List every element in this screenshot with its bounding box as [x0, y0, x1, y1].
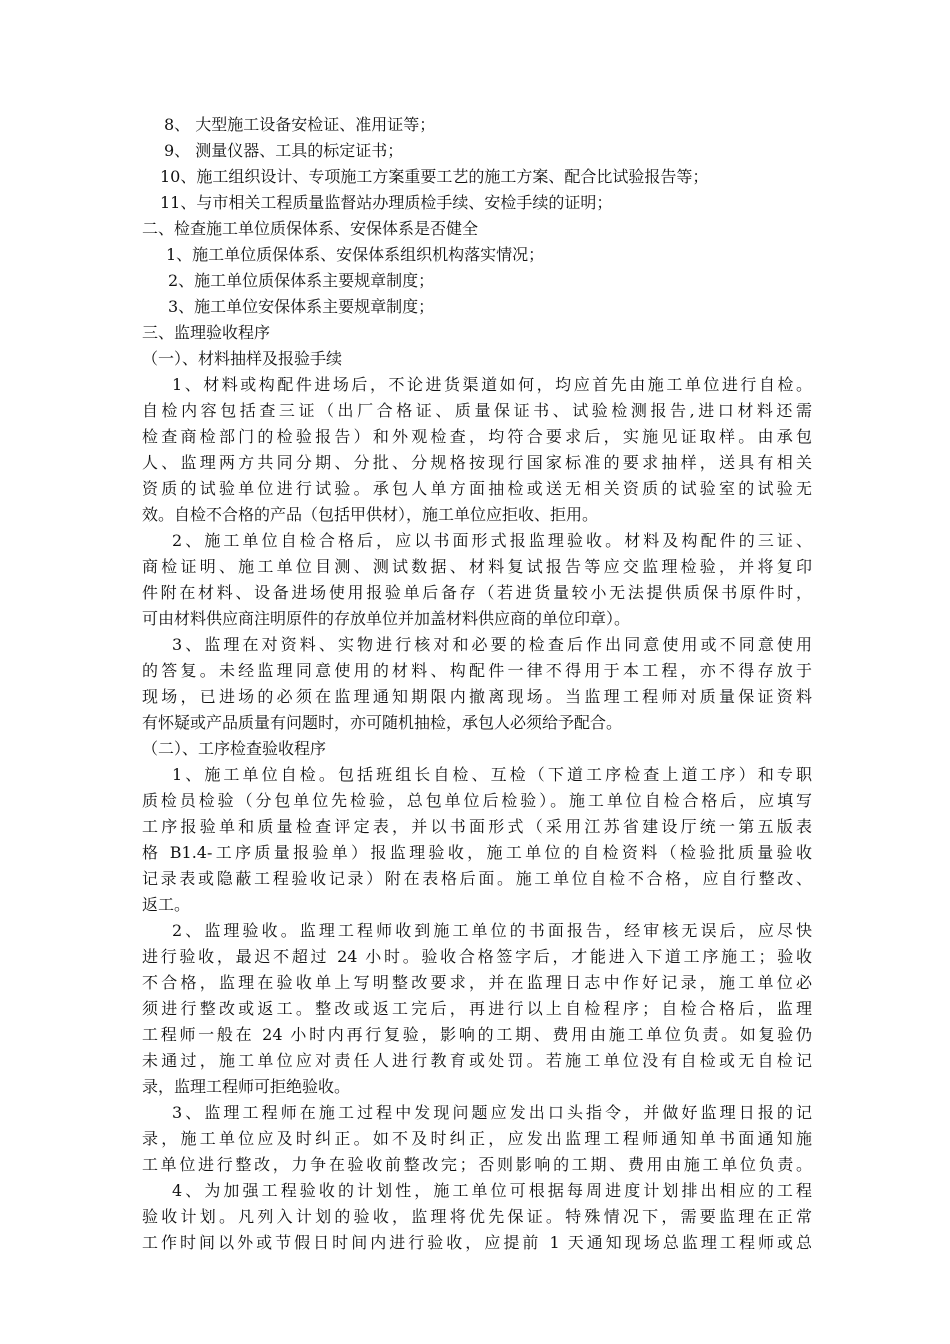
- text-line: 有怀疑或产品质量有问题时，亦可随机抽检，承包人必须给予配合。: [142, 713, 623, 732]
- text-line: 4、为加强工程验收的计划性，施工单位可根据每周进度计划排出相应的工程: [172, 1181, 812, 1200]
- text-line: 验收计划。凡列入计划的验收，监理将优先保证。特殊情况下，需要监理在正常: [142, 1207, 812, 1226]
- text-line: 资质的试验单位进行试验。承包人单方面抽检或送无相关资质的试验室的试验无: [142, 479, 812, 498]
- text-line: 1、施工单位自检。包括班组长自检、互检（下道工序检查上道工序）和专职: [172, 765, 812, 784]
- text-line: 须进行整改或返工。整改或返工完后，再进行以上自检程序；自检合格后，监理: [142, 999, 812, 1018]
- text-line: 质检员检验（分包单位先检验，总包单位后检验）。施工单位自检合格后，应填写: [142, 791, 812, 810]
- text-line: 商检证明、施工单位目测、测试数据、材料复试报告等应交监理检验，并将复印: [142, 557, 812, 576]
- text-line: 录，施工单位应及时纠正。如不及时纠正，应发出监理工程师通知单书面通知施: [142, 1129, 812, 1148]
- text-line: 11、与市相关工程质量监督站办理质检手续、安检手续的证明；: [160, 193, 613, 212]
- text-line: （一）、材料抽样及报验手续: [142, 349, 343, 368]
- text-line: 2、监理验收。监理工程师收到施工单位的书面报告，经审核无误后，应尽快: [172, 921, 812, 940]
- text-line: 工作时间以外或节假日时间内进行验收，应提前 1 天通知现场总监理工程师或总: [142, 1233, 812, 1252]
- text-line: 3、监理工程师在施工过程中发现问题应发出口头指令，并做好监理日报的记: [172, 1103, 812, 1122]
- text-line: 2、施工单位质保体系主要规章制度；: [168, 271, 435, 290]
- text-line: 1、施工单位质保体系、安保体系组织机构落实情况；: [166, 245, 545, 264]
- text-line: （二）、工序检查验收程序: [142, 739, 327, 758]
- text-line: 工程师一般在 24 小时内再行复验，影响的工期、费用由施工单位负责。如复验仍: [142, 1025, 812, 1044]
- text-line: 记录表或隐蔽工程验收记录）附在表格后面。施工单位自检不合格，应自行整改、: [142, 869, 812, 888]
- text-line: 件附在材料、设备进场使用报验单后备存（若进货量较小无法提供质保书原件时，: [142, 583, 812, 602]
- text-line: 8、 大型施工设备安检证、准用证等；: [164, 115, 436, 134]
- text-line: 的答复。未经监理同意使用的材料、构配件一律不得用于本工程，亦不得存放于: [142, 661, 812, 680]
- text-line: 现场，已进场的必须在监理通知期限内撤离现场。当监理工程师对质量保证资料: [142, 687, 812, 706]
- document-body: [142, 112, 812, 1256]
- text-line: 不合格，监理在验收单上写明整改要求，并在监理日志中作好记录，施工单位必: [142, 973, 812, 992]
- text-line: 9、 测量仪器、工具的标定证书；: [164, 141, 404, 160]
- text-line: 返工。: [142, 895, 191, 914]
- text-line: 工序报验单和质量检查评定表，并以书面形式（采用江苏省建设厅统一第五版表: [142, 817, 812, 836]
- text-line: 效。自检不合格的产品（包括甲供材），施工单位应拒收、拒用。: [142, 505, 599, 524]
- text-line: 三、监理验收程序: [142, 323, 271, 342]
- text-line: 自检内容包括查三证（出厂合格证、质量保证书、试验检测报告,进口材料还需: [142, 401, 812, 420]
- text-line: 3、监理在对资料、实物进行核对和必要的检查后作出同意使用或不同意使用: [172, 635, 812, 654]
- text-line: 检查商检部门的检验报告）和外观检查，均符合要求后，实施见证取样。由承包: [142, 427, 812, 446]
- text-line: 未通过，施工单位应对责任人进行教育或处罚。若施工单位没有自检或无自检记: [142, 1051, 812, 1070]
- text-line: 1、材料或构配件进场后，不论进货渠道如何，均应首先由施工单位进行自检。: [172, 375, 812, 394]
- text-line: 进行验收，最迟不超过 24 小时。验收合格签字后，才能进入下道工序施工；验收: [142, 947, 812, 966]
- text-line: 2、施工单位自检合格后，应以书面形式报监理验收。材料及构配件的三证、: [172, 531, 812, 550]
- text-line: 3、施工单位安保体系主要规章制度；: [168, 297, 435, 316]
- text-line: 10、施工组织设计、专项施工方案重要工艺的施工方案、配合比试验报告等；: [160, 167, 709, 186]
- text-line: 人、监理两方共同分期、分批、分规格按现行国家标准的要求抽样，送具有相关: [142, 453, 812, 472]
- text-line: 工单位进行整改，力争在验收前整改完；否则影响的工期、费用由施工单位负责。: [142, 1155, 812, 1174]
- text-line: 二、检查施工单位质保体系、安保体系是否健全: [142, 219, 479, 238]
- text-line: 格 B1.4-工序质量报验单）报监理验收，施工单位的自检资料（检验批质量验收: [142, 843, 812, 862]
- text-line: 可由材料供应商注明原件的存放单位并加盖材料供应商的单位印章）。: [142, 609, 631, 628]
- text-line: 录，监理工程师可拒绝验收。: [142, 1077, 351, 1096]
